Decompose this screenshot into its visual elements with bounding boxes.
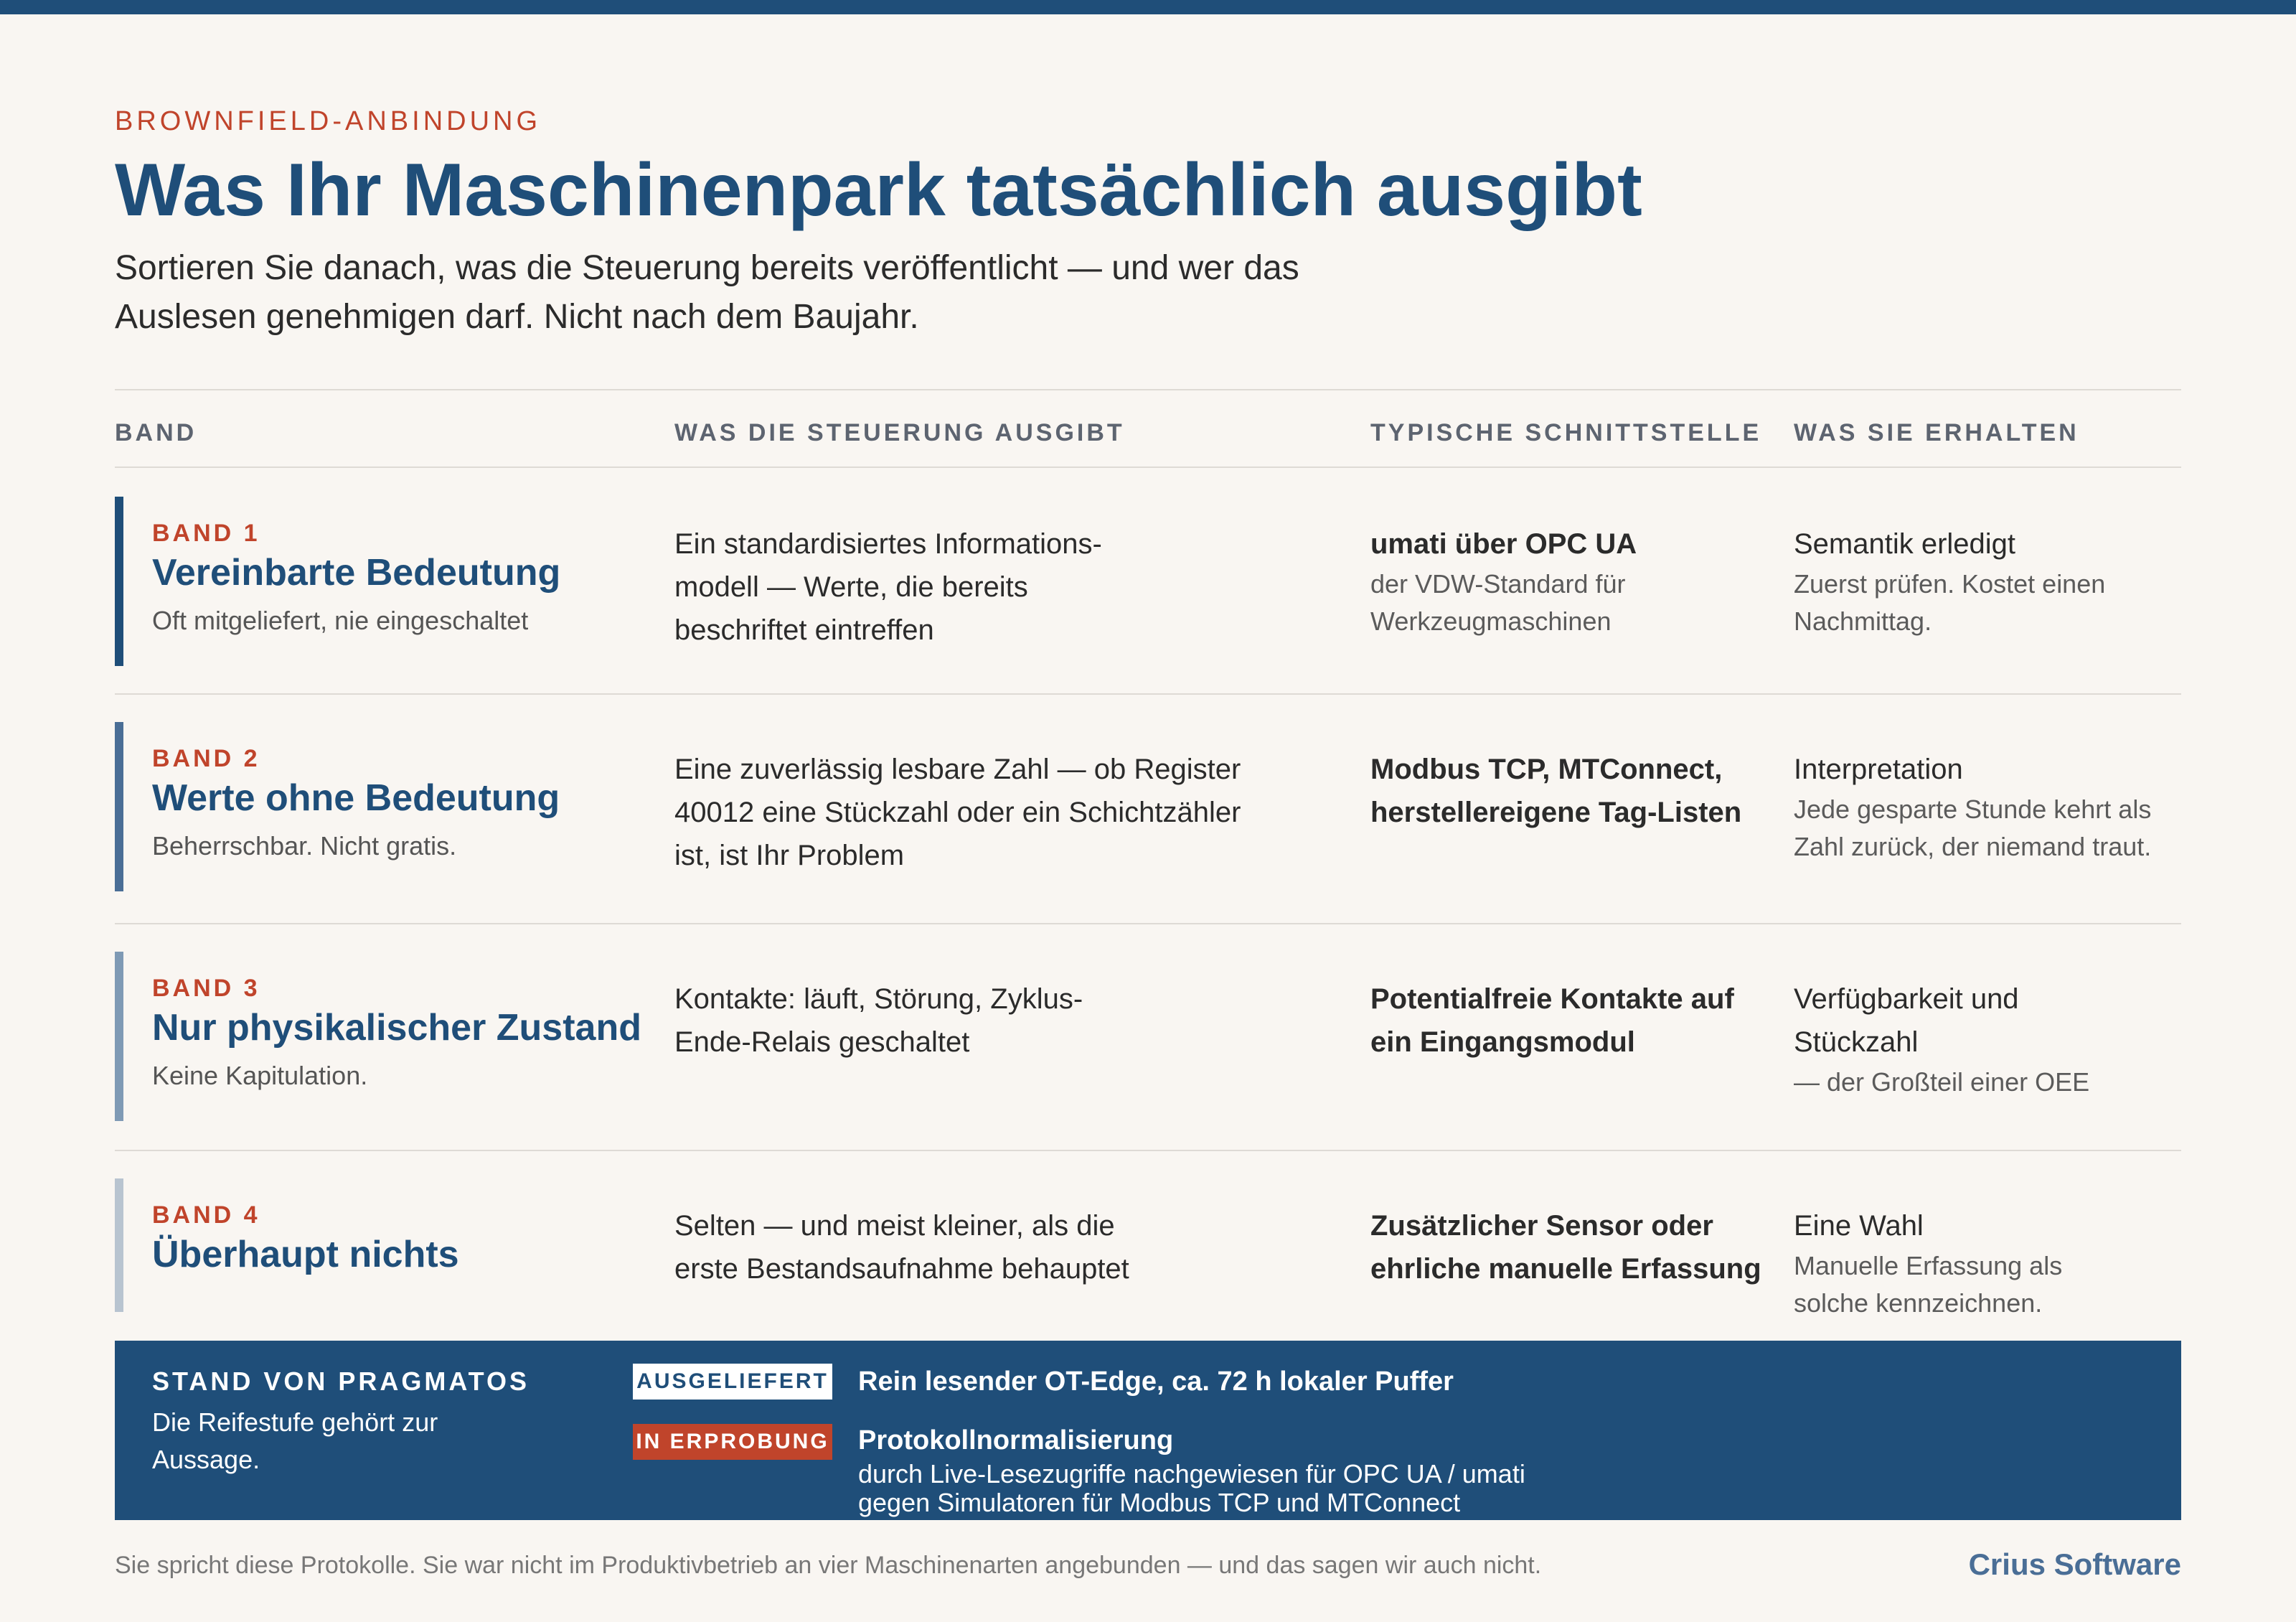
divider bbox=[115, 389, 2181, 390]
band-label: BAND 3 bbox=[152, 975, 260, 1002]
output-cell: Selten — und meist kleiner, als die erste Bestandsaufnahme behauptet bbox=[674, 1210, 1129, 1285]
status-note: Die Reifestufe gehört zur Aussage. bbox=[152, 1407, 438, 1474]
status-title: STAND VON PRAGMATOS bbox=[152, 1366, 530, 1396]
interface-name: Zusätzlicher Sensor oder ehrliche manuelle Erfassung bbox=[1370, 1210, 1761, 1285]
receive-note: Manuelle Erfassung als solche kennzeichnen. bbox=[1794, 1251, 2063, 1318]
interface-name: Modbus TCP, MTConnect, herstellereigene Tag-Listen bbox=[1370, 754, 1742, 828]
receive-title: Verfügbarkeit und Stückzahl bbox=[1794, 983, 2019, 1058]
band-note: Beherrschbar. Nicht gratis. bbox=[152, 831, 457, 861]
divider bbox=[115, 467, 2181, 468]
row-divider bbox=[115, 1150, 2181, 1151]
page-title: Was Ihr Maschinenpark tatsächlich ausgibt bbox=[115, 149, 1642, 232]
eyebrow: BROWNFIELD-ANBINDUNG bbox=[115, 106, 542, 136]
brand-logo-text: Crius Software bbox=[1968, 1547, 2181, 1581]
receive-cell bbox=[1794, 1204, 2138, 1322]
interface-cell bbox=[1370, 978, 1744, 1064]
status-badge-shipped: AUSGELIEFERT bbox=[633, 1364, 832, 1400]
receive-title: Interpretation bbox=[1794, 754, 1963, 785]
table-row bbox=[115, 952, 2181, 1153]
receive-cell bbox=[1794, 978, 2095, 1101]
receive-cell bbox=[1794, 748, 2167, 866]
column-header-receive: WAS SIE ERHALTEN bbox=[1794, 419, 2079, 446]
interface-name: umati über OPC UA bbox=[1370, 528, 1637, 560]
row-divider bbox=[115, 693, 2181, 695]
status-badge-trial: IN ERPROBUNG bbox=[633, 1424, 832, 1460]
status-item-detail: gegen Simulatoren für Modbus TCP und MTConnect bbox=[858, 1488, 1461, 1517]
footer-note: Sie spricht diese Protokolle. Sie war nicht im Produktivbetrieb an vier Maschinenarten angebunden — und das sagen wir auch nicht. bbox=[115, 1552, 1542, 1579]
receive-note: Zuerst prüfen. Kostet einen Nachmittag. bbox=[1794, 569, 2106, 636]
interface-cell bbox=[1370, 522, 1772, 640]
band-indicator-bar bbox=[115, 497, 123, 666]
band-indicator-bar bbox=[115, 1178, 123, 1312]
band-name: Nur physikalischer Zustand bbox=[152, 1007, 641, 1049]
interface-name: Potentialfreie Kontakte auf ein Eingangsmodul bbox=[1370, 983, 1734, 1058]
receive-title: Eine Wahl bbox=[1794, 1210, 1924, 1242]
table-row bbox=[115, 722, 2181, 923]
row-divider bbox=[115, 923, 2181, 924]
band-label: BAND 2 bbox=[152, 745, 260, 772]
interface-note: der VDW-Standard für Werkzeugmaschinen bbox=[1370, 569, 1626, 636]
status-item-title: Rein lesender OT-Edge, ca. 72 h lokaler Puffer bbox=[858, 1366, 1454, 1397]
output-cell: Ein standardisiertes Informations-modell — Werte, die bereits beschriftet eintreffen bbox=[674, 528, 1102, 646]
column-header-interface: TYPISCHE SCHNITTSTELLE bbox=[1370, 419, 1762, 446]
band-name: Werte ohne Bedeutung bbox=[152, 777, 560, 819]
receive-title: Semantik erledigt bbox=[1794, 528, 2016, 560]
band-label: BAND 4 bbox=[152, 1201, 260, 1229]
status-item-detail: durch Live-Lesezugriffe nachgewiesen für OPC UA / umati bbox=[858, 1459, 1525, 1489]
band-indicator-bar bbox=[115, 722, 123, 891]
receive-cell bbox=[1794, 522, 2167, 640]
band-label: BAND 1 bbox=[152, 520, 260, 547]
status-item-title: Protokollnormalisierung bbox=[858, 1425, 1174, 1455]
band-name: Überhaupt nichts bbox=[152, 1234, 459, 1275]
column-header-output: WAS DIE STEUERUNG AUSGIBT bbox=[674, 419, 1125, 446]
band-indicator-bar bbox=[115, 952, 123, 1121]
top-accent-bar bbox=[0, 0, 2296, 14]
receive-note: Jede gesparte Stunde kehrt als Zahl zurück, der niemand traut. bbox=[1794, 794, 2152, 861]
output-cell: Eine zuverlässig lesbare Zahl — ob Register 40012 eine Stückzahl oder ein Schichtzähler ist, ist Ihr Problem bbox=[674, 754, 1241, 871]
table-row bbox=[115, 1178, 2181, 1341]
output-cell: Kontakte: läuft, Störung, Zyklus-Ende-Relais geschaltet bbox=[674, 983, 1083, 1058]
band-note: Keine Kapitulation. bbox=[152, 1061, 368, 1090]
receive-note: — der Großteil einer OEE bbox=[1794, 1067, 2090, 1097]
band-note: Oft mitgeliefert, nie eingeschaltet bbox=[152, 606, 529, 635]
column-header-band: BAND bbox=[115, 419, 197, 446]
band-name: Vereinbarte Bedeutung bbox=[152, 552, 561, 594]
table-row bbox=[115, 497, 2181, 695]
interface-cell bbox=[1370, 748, 1772, 834]
page-subtitle: Sortieren Sie danach, was die Steuerung bereits veröffentlicht — und wer das Auslesen genehmigen darf. Nicht nach dem Baujahr. bbox=[115, 249, 1299, 336]
status-panel bbox=[115, 1341, 2181, 1520]
interface-cell bbox=[1370, 1204, 1772, 1290]
